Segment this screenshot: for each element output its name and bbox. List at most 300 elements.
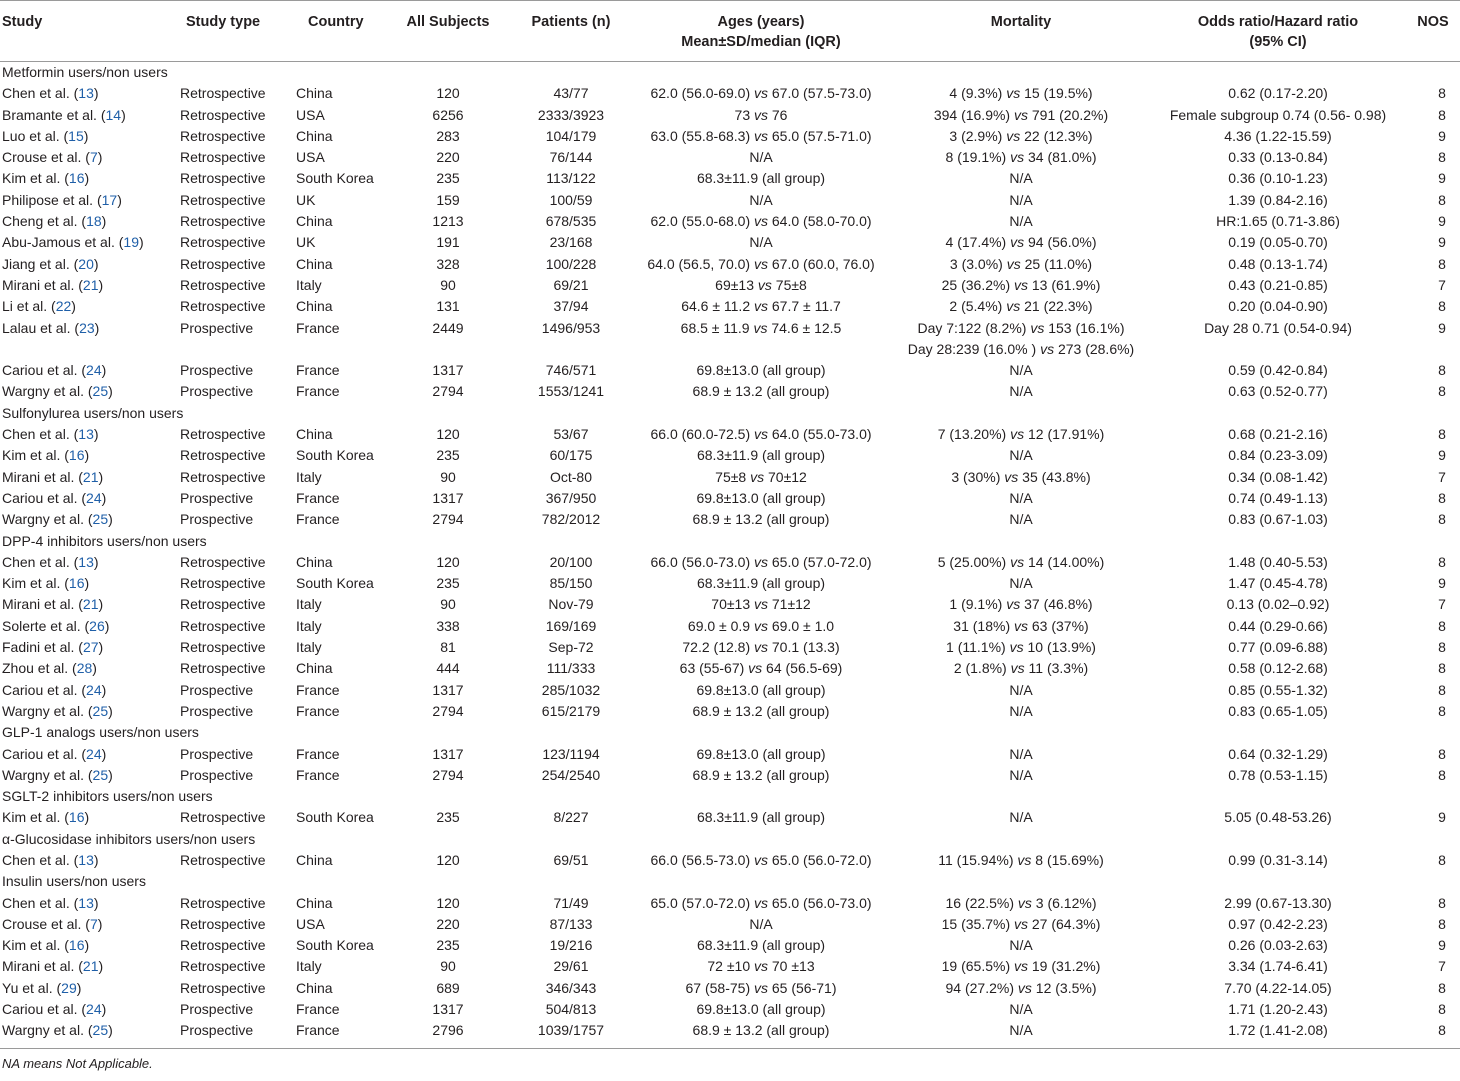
ages-cell: [630, 105, 892, 126]
reference-link[interactable]: 24: [86, 745, 102, 762]
all-subjects-cell: 1317: [432, 489, 464, 506]
vs-label: vs: [753, 319, 768, 336]
reference-link[interactable]: 27: [82, 639, 99, 656]
study-type-cell: Retrospective: [180, 127, 266, 144]
reference-link[interactable]: 18: [86, 213, 102, 230]
section-title: Metformin users/non users: [2, 64, 168, 80]
age-value: 68.9 ± 13.2 (all group): [692, 1022, 830, 1039]
study-type-cell: Retrospective: [180, 915, 266, 932]
all-subjects-cell: 235: [436, 809, 460, 826]
study-cell: Cariou et al. (24): [2, 1001, 107, 1018]
reference-link[interactable]: 21: [82, 276, 99, 293]
mortality-nonusers: 13 (61.9%): [1031, 276, 1101, 293]
vs-label: vs: [1010, 660, 1025, 677]
study-cell: Mirani et al. (21): [2, 276, 104, 293]
study-type-cell: Retrospective: [180, 617, 266, 634]
mortality-value: N/A: [1009, 702, 1033, 719]
reference-link[interactable]: 24: [86, 362, 102, 379]
mortality-users: 2 (1.8%): [953, 660, 1007, 677]
mortality-users: 19 (65.5%): [941, 958, 1011, 975]
mortality-nonusers: 63 (37%): [1031, 617, 1089, 634]
nos-cell: 8: [1438, 85, 1446, 102]
vs-label: vs: [754, 127, 768, 144]
nos-cell: 8: [1438, 979, 1446, 996]
mortality-users: 94 (27.2%): [945, 979, 1014, 996]
all-subjects-cell: 90: [440, 468, 456, 485]
mortality-cell: [892, 488, 1150, 509]
study-cell: Chen et al. (13): [2, 85, 99, 102]
header-nos: NOS: [1417, 14, 1449, 30]
age-users: 62.0 (55.0-68.0): [650, 213, 751, 230]
section-header-row: [0, 62, 1460, 84]
study-type-cell: Prospective: [180, 511, 254, 528]
table-row: [0, 956, 1460, 977]
study-cell: Kim et al. (16): [2, 575, 90, 592]
odds-ratio-cell: 1.47 (0.45-4.78): [1228, 575, 1328, 592]
ages-cell: [630, 807, 892, 828]
mortality-cell: [892, 573, 1150, 594]
study-cell: Kim et al. (16): [2, 809, 90, 826]
mortality-line: [892, 126, 1150, 147]
mortality-users: 4 (17.4%): [945, 234, 1007, 251]
odds-ratio-cell: 1.71 (1.20-2.43): [1228, 1001, 1328, 1018]
vs-label: vs: [1017, 851, 1032, 868]
reference-link[interactable]: 24: [86, 681, 102, 698]
odds-ratio-cell: 4.36 (1.22-15.59): [1224, 127, 1332, 144]
ages-cell: [630, 211, 892, 232]
nos-cell: 8: [1438, 894, 1446, 911]
reference-link[interactable]: 24: [86, 1001, 102, 1018]
reference-link[interactable]: 25: [92, 1022, 109, 1039]
study-type-cell: Retrospective: [180, 596, 266, 613]
reference-link[interactable]: 21: [82, 468, 99, 485]
study-name: Jiang et al.: [2, 255, 70, 272]
vs-label: vs: [750, 468, 765, 485]
patients-cell: 123/1194: [542, 745, 600, 762]
reference-link[interactable]: 20: [78, 255, 94, 272]
nos-cell: 7: [1438, 958, 1446, 975]
mortality-value: N/A: [1009, 1022, 1033, 1039]
age-value: 68.3±11.9 (all group): [696, 937, 826, 954]
mortality-cell: [892, 445, 1150, 466]
reference-link[interactable]: 29: [61, 979, 77, 996]
reference-link[interactable]: 21: [82, 596, 99, 613]
study-cell: Zhou et al. (28): [2, 660, 97, 677]
patients-cell: Nov-79: [548, 596, 594, 613]
mortality-cell: [892, 765, 1150, 786]
study-type-cell: Retrospective: [180, 85, 266, 102]
mortality-line: [892, 467, 1150, 488]
age-users: 62.0 (56.0-69.0): [650, 85, 751, 102]
mortality-nonusers: 15 (19.5%): [1024, 85, 1093, 102]
table-row: [0, 105, 1460, 126]
reference-link[interactable]: 13: [78, 553, 94, 570]
reference-link[interactable]: 25: [92, 383, 109, 400]
table-row: [0, 190, 1460, 211]
odds-ratio-cell: 0.48 (0.13-1.74): [1228, 255, 1328, 272]
study-name: Wargny et al.: [2, 383, 84, 400]
header-all-subjects: All Subjects: [406, 14, 490, 30]
reference-link[interactable]: 28: [76, 660, 93, 677]
nos-cell: 9: [1438, 234, 1446, 251]
table-row: [0, 275, 1460, 296]
patients-cell: 169/169: [545, 617, 597, 634]
mortality-line: [892, 275, 1150, 296]
mortality-cell: [892, 168, 1150, 189]
nos-cell: 9: [1438, 937, 1446, 954]
nos-cell: 8: [1438, 851, 1446, 868]
table-row: [0, 978, 1460, 999]
table-row: [0, 999, 1460, 1020]
study-cell: Chen et al. (13): [2, 553, 99, 570]
mortality-nonusers-day28: 273 (28.6%): [1057, 340, 1135, 357]
patients-cell: 100/228: [545, 255, 597, 272]
age-nonusers: 74.6 ± 12.5: [771, 319, 842, 336]
nos-cell: 8: [1438, 915, 1446, 932]
study-cell: Cariou et al. (24): [2, 362, 107, 379]
age-users: 66.0 (56.0-73.0): [650, 553, 751, 570]
mortality-line: [892, 616, 1150, 637]
table-row: [0, 147, 1460, 168]
table-row: [0, 445, 1460, 466]
study-type-cell: Retrospective: [180, 958, 266, 975]
table-row: [0, 701, 1460, 722]
reference-link[interactable]: 13: [78, 85, 94, 102]
nos-cell: 9: [1438, 127, 1446, 144]
mortality-nonusers: 25 (11.0%): [1024, 255, 1093, 272]
country-cell: USA: [296, 106, 325, 123]
age-nonusers: 65.0 (57.0-72.0): [771, 553, 872, 570]
country-cell: UK: [296, 234, 316, 251]
odds-ratio-cell: 0.83 (0.67-1.03): [1228, 511, 1328, 528]
mortality-nonusers: 19 (31.2%): [1031, 958, 1101, 975]
vs-label: vs: [1009, 639, 1024, 656]
mortality-cell: [892, 190, 1150, 211]
reference-link[interactable]: 26: [89, 617, 105, 634]
study-name: Abu-Jamous et al.: [2, 234, 115, 251]
nos-cell: 7: [1438, 596, 1446, 613]
patients-cell: 746/571: [545, 362, 597, 379]
study-type-cell: Prospective: [180, 1001, 254, 1018]
patients-cell: 615/2179: [541, 702, 601, 719]
mortality-value: N/A: [1009, 213, 1033, 230]
study-name: Zhou et al.: [2, 660, 69, 677]
mortality-value: N/A: [1009, 447, 1033, 464]
age-nonusers: 75±8: [775, 276, 807, 293]
patients-cell: 53/67: [553, 426, 589, 443]
study-name: Mirani et al.: [2, 276, 75, 293]
ages-cell: [630, 637, 892, 658]
table-row: [0, 509, 1460, 530]
nos-cell: 8: [1438, 702, 1446, 719]
header-study-type: Study type: [186, 14, 261, 30]
age-value: 69.8±13.0 (all group): [696, 681, 826, 698]
odds-ratio-cell: 0.85 (0.55-1.32): [1228, 681, 1328, 698]
age-users: 72.2 (12.8): [682, 639, 751, 656]
reference-link[interactable]: 13: [78, 426, 94, 443]
ages-cell: [630, 467, 892, 488]
mortality-value: N/A: [1009, 575, 1033, 592]
all-subjects-cell: 131: [436, 298, 460, 315]
reference-link[interactable]: 19: [123, 234, 139, 251]
country-cell: France: [296, 681, 340, 698]
country-cell: South Korea: [296, 170, 374, 187]
country-cell: France: [296, 1001, 340, 1018]
table-body: [0, 62, 1460, 1042]
country-cell: France: [296, 511, 340, 528]
mortality-users: 16 (22.5%): [945, 894, 1014, 911]
study-type-cell: Prospective: [180, 489, 254, 506]
table-row: [0, 594, 1460, 615]
table-row: [0, 893, 1460, 914]
header-row: [0, 1, 1460, 62]
odds-ratio-cell: 0.43 (0.21-0.85): [1228, 276, 1328, 293]
reference-link[interactable]: 14: [105, 106, 122, 123]
vs-label: vs: [754, 894, 768, 911]
patients-cell: 1039/1757: [537, 1022, 605, 1039]
mortality-line: [892, 914, 1150, 935]
odds-ratio-cell: 0.99 (0.31-3.14): [1228, 851, 1328, 868]
reference-link[interactable]: 13: [78, 894, 94, 911]
age-nonusers: 70 ±13: [771, 958, 815, 975]
all-subjects-cell: 90: [440, 596, 456, 613]
mortality-cell: [892, 83, 1150, 104]
mortality-cell: [892, 424, 1150, 445]
reference-link[interactable]: 24: [86, 489, 102, 506]
study-name: Chen et al.: [2, 894, 70, 911]
ages-cell: [630, 424, 892, 445]
nos-cell: 9: [1438, 170, 1446, 187]
ages-cell: [630, 573, 892, 594]
section-header-row: [0, 829, 1460, 850]
mortality-nonusers: 12 (17.91%): [1027, 426, 1105, 443]
reference-link[interactable]: 13: [78, 851, 94, 868]
table-row: [0, 637, 1460, 658]
reference-link[interactable]: 22: [55, 298, 72, 315]
study-type-cell: Retrospective: [180, 894, 266, 911]
table-row: [0, 360, 1460, 381]
ages-cell: [630, 914, 892, 935]
nos-cell: 9: [1438, 319, 1446, 336]
mortality-cell: [892, 126, 1150, 147]
study-cell: Chen et al. (13): [2, 426, 99, 443]
age-value: N/A: [749, 915, 773, 932]
study-name: Wargny et al.: [2, 702, 84, 719]
vs-label: vs: [1014, 958, 1028, 975]
country-cell: South Korea: [296, 447, 374, 464]
age-value: 69.8±13.0 (all group): [696, 489, 826, 506]
vs-label: vs: [754, 639, 768, 656]
reference-link[interactable]: 25: [92, 766, 109, 783]
mortality-line: [892, 232, 1150, 253]
mortality-cell: [892, 275, 1150, 296]
odds-ratio-cell: 0.19 (0.05-0.70): [1228, 234, 1328, 251]
patients-cell: 69/51: [553, 851, 589, 868]
study-cell: Solerte et al. (26): [2, 617, 110, 634]
mortality-cell: [892, 807, 1150, 828]
odds-ratio-cell: Female subgroup 0.74 (0.56- 0.98): [1169, 106, 1387, 123]
reference-link[interactable]: 16: [68, 447, 85, 464]
age-nonusers: 76: [771, 106, 788, 123]
mortality-line: [892, 552, 1150, 573]
mortality-nonusers: 8 (15.69%): [1035, 851, 1104, 868]
country-cell: France: [296, 745, 340, 762]
mortality-nonusers: 10 (13.9%): [1027, 639, 1096, 656]
all-subjects-cell: 2794: [432, 383, 464, 400]
odds-ratio-cell: 0.26 (0.03-2.63): [1228, 937, 1328, 954]
mortality-line: [892, 296, 1150, 317]
patients-cell: 29/61: [553, 958, 589, 975]
study-cell: Wargny et al. (25): [2, 702, 113, 719]
table-row: [0, 573, 1460, 594]
section-header-row: [0, 403, 1460, 424]
vs-label: vs: [754, 255, 768, 272]
all-subjects-cell: 235: [436, 575, 460, 592]
odds-ratio-cell: 2.99 (0.67-13.30): [1224, 894, 1332, 911]
study-cell: Abu-Jamous et al. (19): [2, 234, 144, 251]
vs-label: vs: [1006, 298, 1021, 315]
reference-link[interactable]: 16: [68, 170, 85, 187]
table-row: [0, 232, 1460, 253]
all-subjects-cell: 120: [436, 426, 460, 443]
study-cell: Wargny et al. (25): [2, 383, 113, 400]
study-cell: Kim et al. (16): [2, 937, 90, 954]
reference-link[interactable]: 16: [68, 809, 85, 826]
ages-cell: [630, 296, 892, 317]
age-users: 64.0 (56.5, 70.0): [647, 255, 751, 272]
age-value: 68.9 ± 13.2 (all group): [692, 702, 830, 719]
all-subjects-cell: 2796: [432, 1022, 464, 1039]
all-subjects-cell: 1213: [432, 213, 464, 230]
patients-cell: 782/2012: [541, 511, 601, 528]
age-nonusers: 71±12: [771, 596, 811, 613]
ages-cell: [630, 956, 892, 977]
all-subjects-cell: 159: [436, 191, 460, 208]
nos-cell: 8: [1438, 660, 1446, 677]
table-row: [0, 318, 1460, 361]
mortality-line: [892, 893, 1150, 914]
country-cell: France: [296, 489, 340, 506]
age-nonusers: 69.0 ± 1.0: [771, 617, 835, 634]
mortality-cell: [892, 360, 1150, 381]
ages-cell: [630, 232, 892, 253]
mortality-line: [892, 254, 1150, 275]
patients-cell: 254/2540: [541, 766, 601, 783]
header-odds-line2: (95% CI): [1249, 34, 1307, 50]
mortality-line: [892, 978, 1150, 999]
header-odds-ratio: [1150, 1, 1406, 62]
study-name: Wargny et al.: [2, 766, 84, 783]
age-value: 69.8±13.0 (all group): [696, 362, 826, 379]
mortality-cell: [892, 978, 1150, 999]
all-subjects-cell: 338: [436, 617, 460, 634]
ages-cell: [630, 552, 892, 573]
ages-cell: [630, 935, 892, 956]
all-subjects-cell: 120: [436, 85, 460, 102]
section-title: Sulfonylurea users/non users: [2, 404, 184, 421]
all-subjects-cell: 120: [436, 553, 460, 570]
nos-cell: 9: [1438, 575, 1446, 592]
patients-cell: 69/21: [553, 276, 589, 293]
reference-link[interactable]: 25: [92, 511, 109, 528]
reference-link[interactable]: 15: [68, 127, 84, 144]
reference-link[interactable]: 7: [89, 915, 98, 932]
table-row: [0, 83, 1460, 104]
vs-label: vs: [1006, 255, 1021, 272]
study-name: Fadini et al.: [2, 639, 75, 656]
country-cell: China: [296, 660, 333, 677]
odds-ratio-cell: 0.97 (0.42-2.23): [1228, 915, 1328, 932]
reference-link[interactable]: 23: [79, 319, 95, 336]
study-name: Chen et al.: [2, 851, 70, 868]
mortality-nonusers: 21 (22.3%): [1024, 298, 1093, 315]
mortality-line: [892, 956, 1150, 977]
study-type-cell: Retrospective: [180, 809, 266, 826]
study-type-cell: Retrospective: [180, 639, 266, 656]
all-subjects-cell: 328: [436, 255, 460, 272]
study-cell: Mirani et al. (21): [2, 468, 104, 485]
reference-link[interactable]: 21: [82, 958, 99, 975]
ages-cell: [630, 744, 892, 765]
odds-ratio-cell: 0.33 (0.13-0.84): [1228, 149, 1328, 166]
age-value: 69.8±13.0 (all group): [696, 1001, 826, 1018]
country-cell: USA: [296, 915, 325, 932]
study-cell: Cariou et al. (24): [2, 745, 107, 762]
reference-link[interactable]: 16: [68, 575, 85, 592]
vs-label: vs: [1010, 149, 1025, 166]
reference-link[interactable]: 16: [68, 937, 85, 954]
age-users: 68.5 ± 11.9: [680, 319, 750, 336]
vs-label: vs: [1030, 319, 1045, 336]
header-mortality: Mortality: [990, 14, 1052, 30]
mortality-users: 7 (13.20%): [937, 426, 1007, 443]
vs-label: vs: [1040, 340, 1055, 357]
table-row: [0, 552, 1460, 573]
reference-link[interactable]: 25: [92, 702, 109, 719]
nos-cell: 8: [1438, 255, 1446, 272]
odds-ratio-cell: 0.13 (0.02–0.92): [1226, 596, 1330, 613]
odds-ratio-cell: 0.74 (0.49-1.13): [1228, 489, 1328, 506]
mortality-line: [892, 424, 1150, 445]
section-header-row: [0, 531, 1460, 552]
study-name: Cariou et al.: [2, 1001, 78, 1018]
vs-label: vs: [1010, 553, 1025, 570]
mortality-cell: [892, 999, 1150, 1020]
study-name: Kim et al.: [2, 447, 61, 464]
patients-cell: 37/94: [553, 298, 589, 315]
study-cell: Cheng et al. (18): [2, 213, 107, 230]
all-subjects-cell: 2794: [432, 766, 464, 783]
country-cell: USA: [296, 149, 325, 166]
reference-link[interactable]: 17: [101, 191, 118, 208]
patients-cell: 85/150: [549, 575, 593, 592]
mortality-nonusers: 35 (43.8%): [1022, 468, 1091, 485]
mortality-nonusers: 12 (3.5%): [1035, 979, 1097, 996]
ages-cell: [630, 594, 892, 615]
age-nonusers: 65.0 (56.0-72.0): [771, 851, 872, 868]
mortality-users: 4 (9.3%): [949, 85, 1003, 102]
study-type-cell: Retrospective: [180, 298, 266, 315]
mortality-cell: [892, 935, 1150, 956]
mortality-users: 394 (16.9%): [933, 106, 1011, 123]
patients-cell: 8/227: [553, 809, 589, 826]
country-cell: China: [296, 213, 333, 230]
study-type-cell: Retrospective: [180, 276, 266, 293]
reference-link[interactable]: 7: [89, 149, 98, 166]
all-subjects-cell: 2794: [432, 702, 464, 719]
vs-label: vs: [1017, 979, 1032, 996]
study-name: Yu et al.: [2, 979, 53, 996]
